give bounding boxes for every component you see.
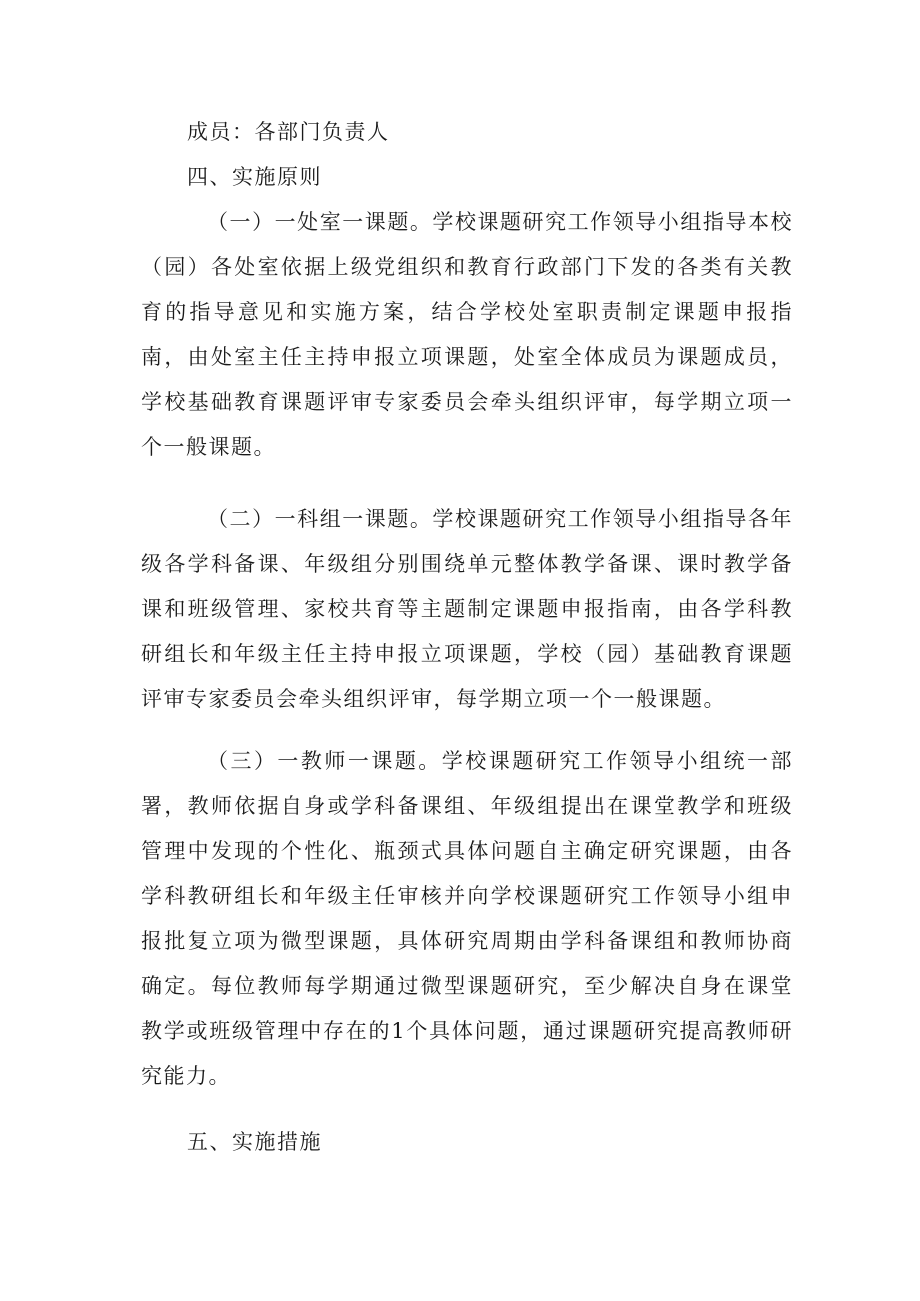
members-line: 成员：各部门负责人 [187, 120, 390, 144]
principle-paragraph-2: （二）一科组一课题。学校课题研究工作领导小组指导各年级各学科备课、年级组分别围绕单元整体教学备课、课时教学备课和班级管理、家校共育等主题制定课题申报指南，由各学科教研组长和年级主任主持申报立项课题，学校（园）基础教育课题评审专家委员会牵头组织评审，每学期立项一个一般课题。 [141, 507, 793, 711]
principle-paragraph-1: （一）一处室一课题。学校课题研究工作领导小组指导本校（园）各处室依据上级党组织和教育行政部门下发的各类有关教育的指导意见和实施方案，结合学校处室职责制定课题申报指南，由处室主任主持申报立项课题，处室全体成员为课题成员，学校基础教育课题评审专家委员会牵头组织评审，每学期立项一个一般课题。 [141, 210, 793, 459]
section-four-heading: 四、实施原则 [187, 165, 322, 189]
section-five-heading: 五、实施措施 [187, 1130, 322, 1154]
principle-paragraph-3: （三）一教师一课题。学校课题研究工作领导小组统一部署，教师依据自身或学科备课组、年级组提出在课堂教学和班级管理中发现的个性化、瓶颈式具体问题自主确定研究课题，由各学科教研组长和年级主任审核并向学校课题研究工作领导小组申报批复立项为微型课题，具体研究周期由学科备课组和教师协商确定。每位教师每学期通过微型课题研究，至少解决自身在课堂教学或班级管理中存在的1个具体问题，通过课题研究提高教师研究能力。 [141, 749, 793, 1088]
